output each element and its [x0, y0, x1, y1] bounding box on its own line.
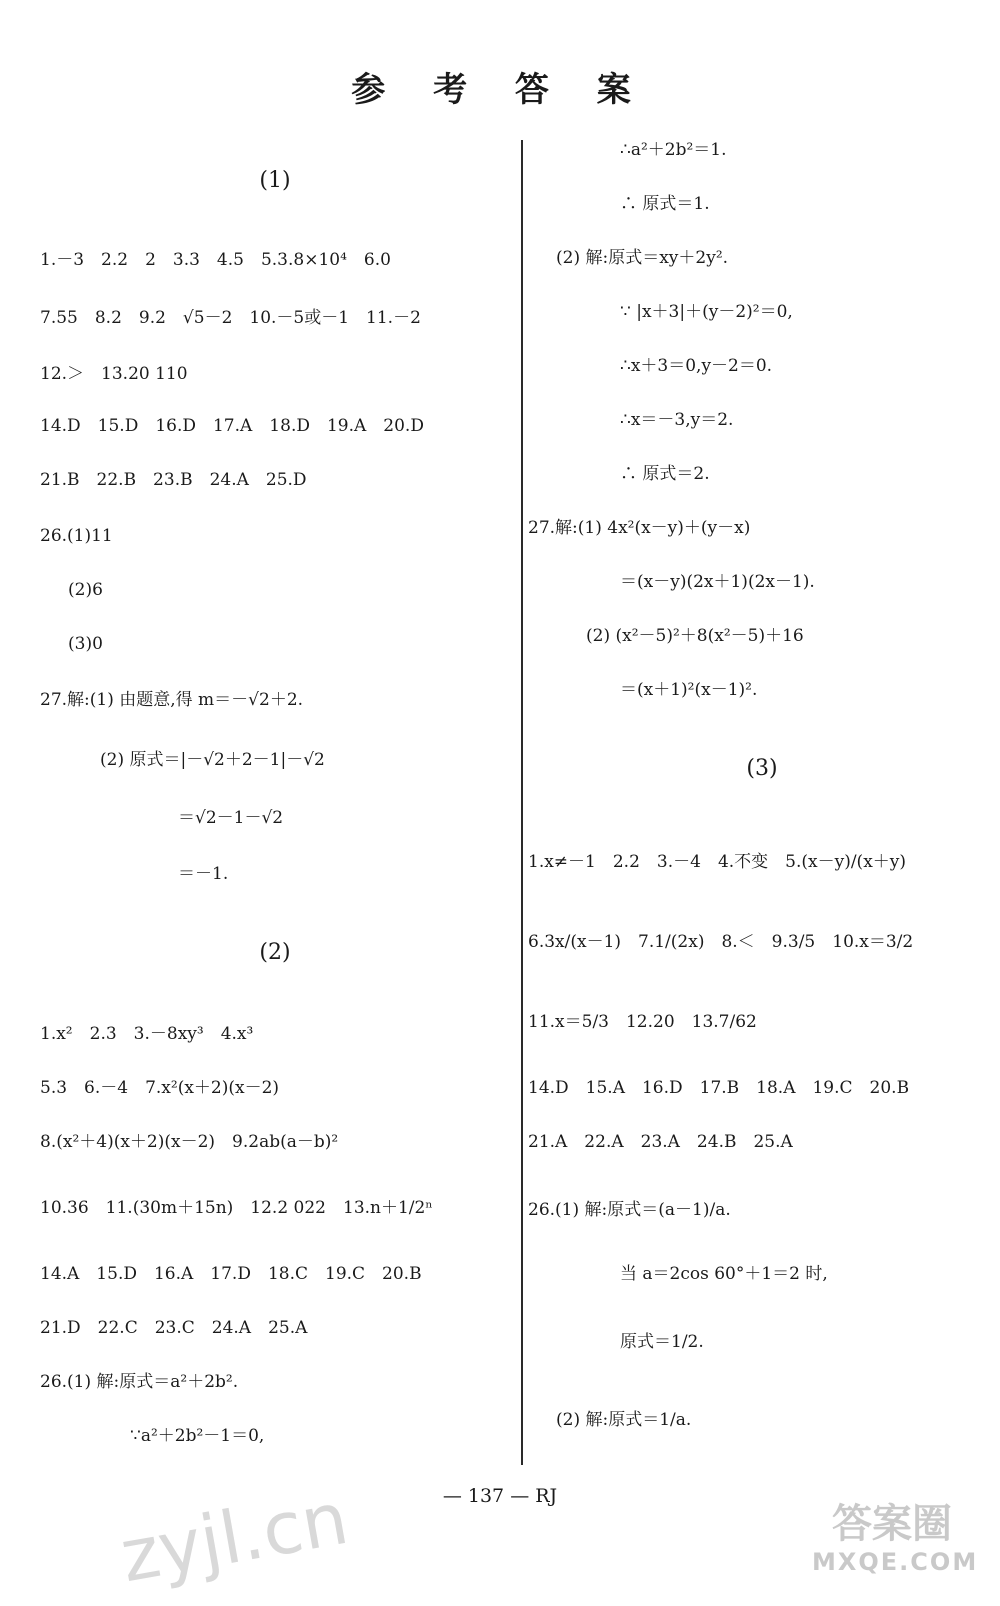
answer-line: ＝√2－1－√2: [178, 808, 284, 828]
answer-line: (3)0: [68, 634, 103, 654]
answer-line: 8.(x²＋4)(x＋2)(x－2) 9.2ab(a－b)²: [40, 1132, 339, 1152]
watermark: zyjl.cn: [114, 1475, 355, 1599]
answer-line: 21.A 22.A 23.A 24.B 25.A: [528, 1132, 793, 1152]
answer-line: (2) 原式＝|－√2＋2－1|－√2: [100, 750, 325, 770]
answer-line: 21.D 22.C 23.C 24.A 25.A: [40, 1318, 308, 1338]
answer-line: (2) (x²－5)²＋8(x²－5)＋16: [586, 626, 804, 646]
answer-line: 14.A 15.D 16.A 17.D 18.C 19.C 20.B: [40, 1264, 422, 1284]
answer-line: ∴x＝－3,y＝2.: [620, 410, 734, 430]
answer-line: ∵a²＋2b²－1＝0,: [130, 1426, 265, 1446]
answer-line: 14.D 15.D 16.D 17.A 18.D 19.A 20.D: [40, 416, 424, 436]
answer-line: ∴a²＋2b²＝1.: [620, 140, 727, 160]
answer-line: 27.解:(1) 4x²(x－y)＋(y－x): [528, 518, 751, 538]
answer-line: ∵ |x＋3|＋(y－2)²＝0,: [620, 302, 793, 322]
answer-line: (2) 解:原式＝1/a.: [556, 1410, 692, 1430]
answer-line: 10.36 11.(30m＋15n) 12.2 022 13.n＋1/2ⁿ: [40, 1198, 433, 1218]
answer-line: 26.(1)11: [40, 526, 113, 546]
answer-line: ＝－1.: [178, 864, 229, 884]
page-number: — 137 — RJ: [442, 1485, 558, 1507]
answer-line: 26.(1) 解:原式＝(a－1)/a.: [528, 1200, 731, 1220]
answer-line: ＝(x－y)(2x＋1)(2x－1).: [620, 572, 815, 592]
answer-line: 5.3 6.－4 7.x²(x＋2)(x－2): [40, 1078, 280, 1098]
answer-line: 当 a＝2cos 60°＋1＝2 时,: [620, 1264, 828, 1284]
answer-line: (2)6: [68, 580, 103, 600]
page-title: 参 考 答 案: [351, 70, 649, 110]
site-logo: [812, 1500, 979, 1590]
answer-line: 12.＞ 13.20 110: [40, 364, 188, 384]
answer-line: 6.3x/(x－1) 7.1/(2x) 8.＜ 9.3/5 10.x＝3/2: [528, 932, 914, 952]
answer-line: ＝(x＋1)²(x－1)².: [620, 680, 758, 700]
answer-line: 7.55 8.2 9.2 √5－2 10.－5或－1 11.－2: [40, 308, 421, 328]
answer-line: 26.(1) 解:原式＝a²＋2b².: [40, 1372, 239, 1392]
answer-line: ∴x＋3＝0,y－2＝0.: [620, 356, 773, 376]
section-2-label: (2): [259, 940, 291, 965]
answer-line: 14.D 15.A 16.D 17.B 18.A 19.C 20.B: [528, 1078, 910, 1098]
answer-line: (2) 解:原式＝xy＋2y².: [556, 248, 729, 268]
answer-line: 11.x＝5/3 12.20 13.7/62: [528, 1012, 757, 1032]
column-divider: [521, 140, 523, 1465]
answer-line: ∴ 原式＝2.: [620, 464, 710, 484]
logo-subtext: MXQE.COM: [812, 1548, 979, 1576]
answer-line: ∴ 原式＝1.: [620, 194, 710, 214]
logo-text: 答案圈: [832, 1501, 952, 1547]
section-1-label: (1): [259, 168, 291, 193]
answer-line: 1.x≠－1 2.2 3.－4 4.不变 5.(x－y)/(x＋y): [528, 852, 907, 872]
answer-line: 1.x² 2.3 3.－8xy³ 4.x³: [40, 1024, 254, 1044]
answer-line: 27.解:(1) 由题意,得 m＝－√2＋2.: [40, 690, 304, 710]
answer-line: 原式＝1/2.: [620, 1332, 704, 1352]
answer-line: 1.－3 2.2 2 3.3 4.5 5.3.8×10⁴ 6.0: [40, 250, 391, 270]
answer-line: 21.B 22.B 23.B 24.A 25.D: [40, 470, 307, 490]
section-3-label: (3): [746, 756, 778, 781]
